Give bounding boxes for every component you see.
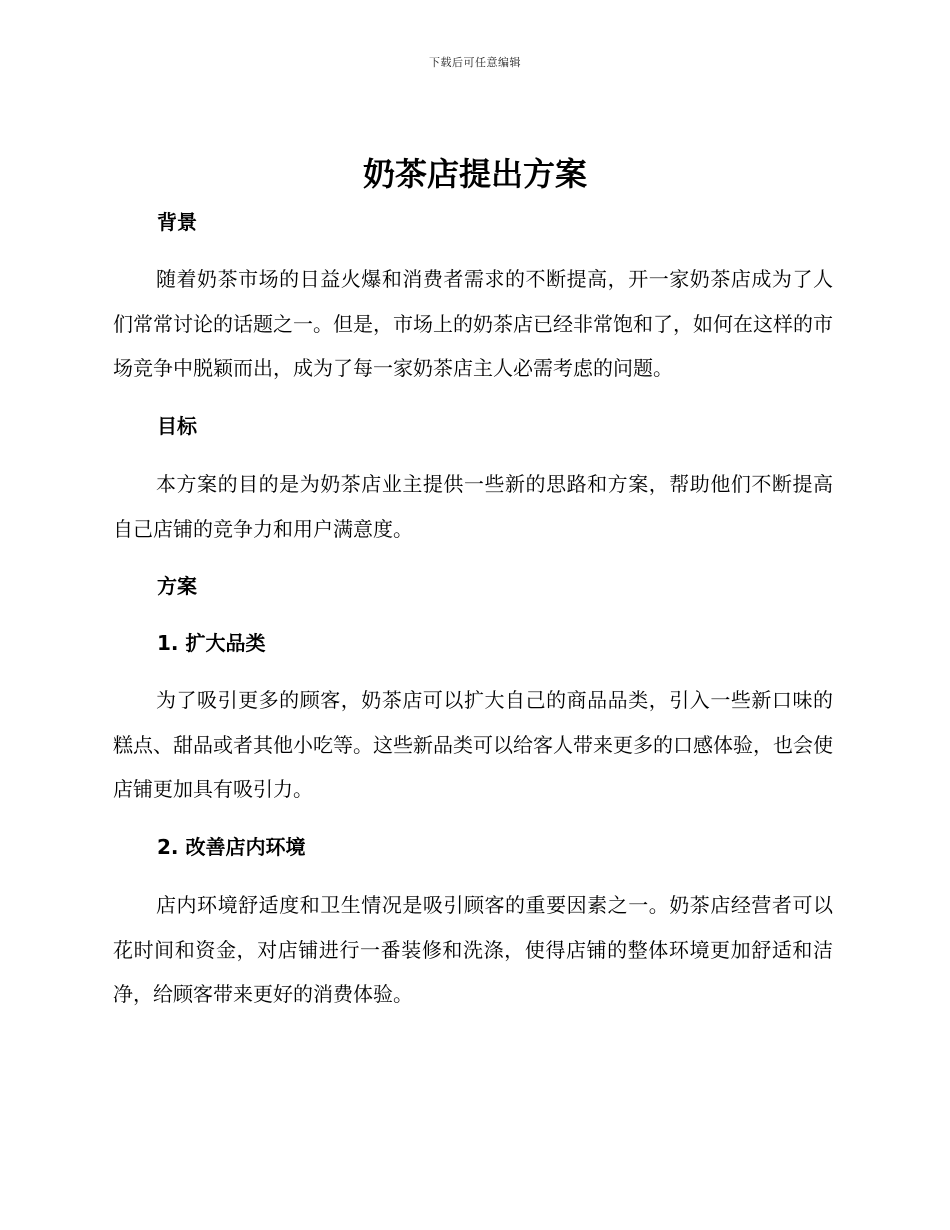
paragraph-improve-environment: 店内环境舒适度和卫生情况是吸引顾客的重要因素之一。奶茶店经营者可以花时间和资金，对店铺进行一番装修和洗涤，使得店铺的整体环境更加舒适和洁净，给顾客带来更好的消费体验。 [113, 893, 833, 1007]
section-heading-plan: 方案 [157, 574, 197, 598]
section-heading-background: 背景 [157, 210, 197, 234]
subsection-heading-improve-environment: 2. 改善店内环境 [157, 835, 306, 859]
paragraph-expand-categories: 为了吸引更多的顾客，奶茶店可以扩大自己的商品品类，引入一些新口味的糕点、甜品或者其他小吃等。这些新品类可以给客人带来更多的口感体验，也会使店铺更加具有吸引力。 [113, 688, 833, 802]
page-title: 奶茶店提出方案 [362, 155, 587, 193]
paragraph-background: 随着奶茶市场的日益火爆和消费者需求的不断提高，开一家奶茶店成为了人们常常讨论的话题之一。但是，市场上的奶茶店已经非常饱和了，如何在这样的市场竞争中脱颖而出，成为了每一家奶茶店主人必需考虑的问题。 [113, 267, 833, 381]
paragraph-goal: 本方案的目的是为奶茶店业主提供一些新的思路和方案，帮助他们不断提高自己店铺的竞争力和用户满意度。 [113, 472, 833, 541]
header-note: 下载后可任意编辑 [429, 56, 521, 69]
section-heading-goal: 目标 [157, 414, 197, 438]
subsection-heading-expand-categories: 1. 扩大品类 [157, 631, 266, 655]
